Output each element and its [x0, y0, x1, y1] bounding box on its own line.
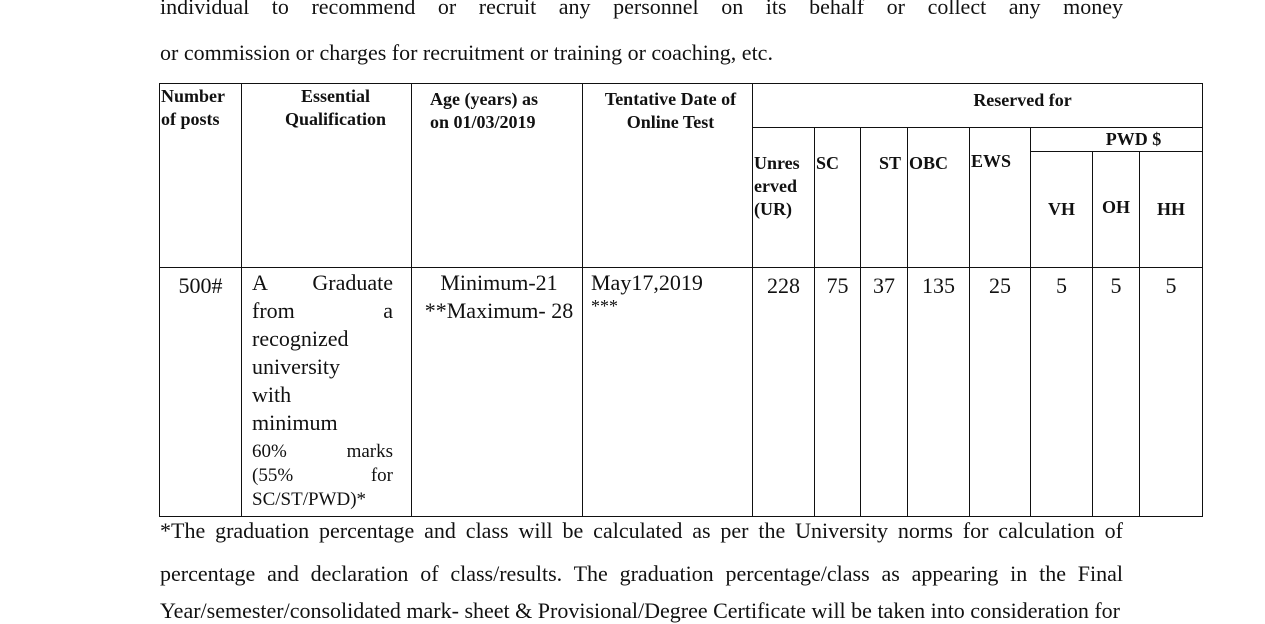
header-ews: EWS: [970, 128, 1031, 268]
cell-date: May17,2019 ***: [583, 268, 753, 517]
intro-line-1: individual to recommend or recruit any personnel on its behalf or collect any money: [160, 0, 1123, 19]
vacancy-table: [159, 83, 1203, 517]
cell-age: Minimum-21 **Maximum- 28: [412, 268, 583, 517]
header-ur: Unres erved (UR): [753, 128, 815, 268]
cell-st: 37: [861, 268, 908, 517]
cell-sc: 75: [815, 268, 861, 517]
header-obc: OBC: [908, 128, 970, 268]
header-reserved-for: Reserved for: [753, 84, 1203, 128]
header-hh: HH: [1140, 152, 1203, 268]
cell-ur: 228: [753, 268, 815, 517]
footnote-line-1: *The graduation percentage and class will be calculated as per the University norms for calculation of: [160, 518, 1123, 543]
header-oh: OH: [1093, 152, 1140, 268]
header-qualification: Essential Qualification: [242, 84, 412, 268]
cell-qualification: A Graduate from a recognized university with minimum 60% marks (55% for SC/ST/PWD)*: [242, 268, 412, 517]
cell-hh: 5: [1140, 268, 1203, 517]
header-age: Age (years) as on 01/03/2019: [412, 84, 583, 268]
cell-obc: 135: [908, 268, 970, 517]
header-date: Tentative Date of Online Test: [583, 84, 753, 268]
header-vh: VH: [1031, 152, 1093, 268]
intro-line-2: or commission or charges for recruitment or training or coaching, etc.: [160, 40, 773, 65]
header-sc: SC: [815, 128, 861, 268]
cell-posts: 500#: [160, 268, 242, 517]
cell-vh: 5: [1031, 268, 1093, 517]
cell-ews: 25: [970, 268, 1031, 517]
header-number-of-posts: Number of posts: [160, 84, 242, 268]
header-st: ST: [861, 128, 908, 268]
cell-oh: 5: [1093, 268, 1140, 517]
header-pwd: PWD $: [1031, 128, 1203, 152]
footnote-line-2: percentage and declaration of class/results. The graduation percentage/class as appearing in the Final: [160, 561, 1123, 586]
footnote-line-3: Year/semester/consolidated mark- sheet & Provisional/Degree Certificate will be taken into consideration for: [160, 598, 1120, 623]
